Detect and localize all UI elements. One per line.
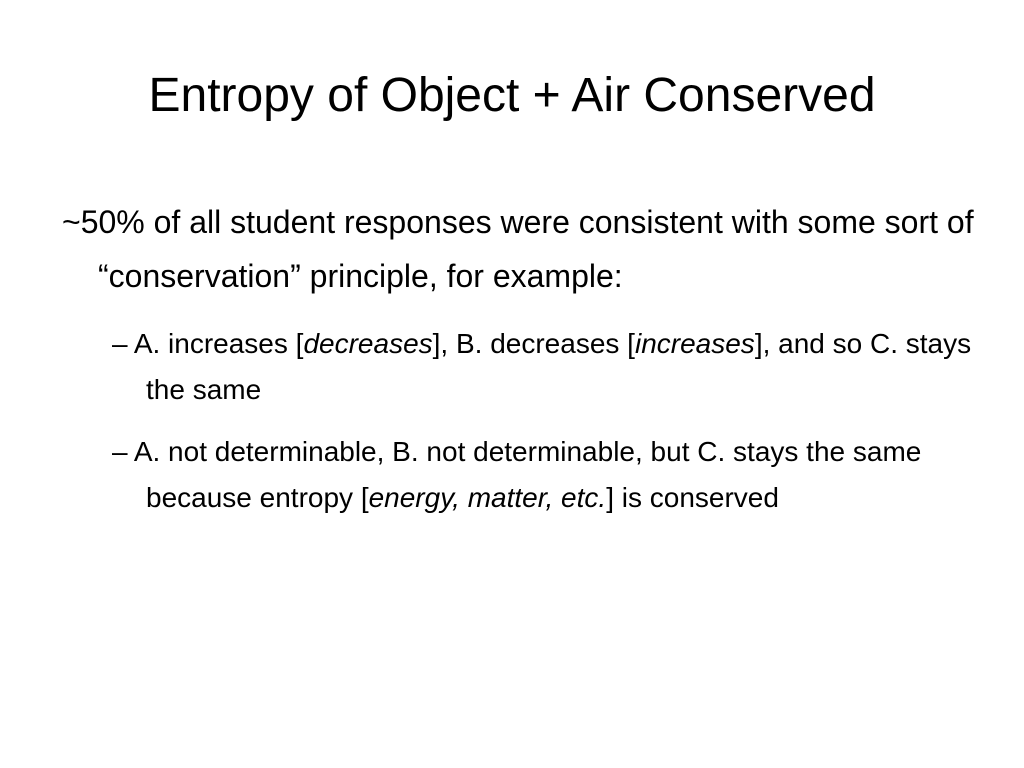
example-2-text-a: A. not determinable, B. not determinable, but C. stays the same because entropy [ [133,436,922,513]
example-1-italic-b: increases [634,328,755,359]
example-2-italic: energy, matter, etc. [368,482,607,513]
example-item-1 [112,321,1002,413]
example-1-text-a: A. increases [ [133,328,304,359]
dash-marker: – [112,436,128,467]
example-1-text-c: ], and so C. stays the same [146,328,972,405]
example-2-text-b: ] is conserved [606,482,779,513]
example-1-text-b: ], B. decreases [ [432,328,635,359]
main-bullet: ~50% of all student responses were consistent with some sort of “conservation” principle, for example: [62,204,974,294]
slide-body [62,195,1002,537]
example-item-2 [112,429,1002,521]
slide-title: Entropy of Object + Air Conserved [148,69,876,122]
example-list [62,321,1002,521]
example-1-italic-a: decreases [303,328,433,359]
dash-marker: – [112,328,128,359]
